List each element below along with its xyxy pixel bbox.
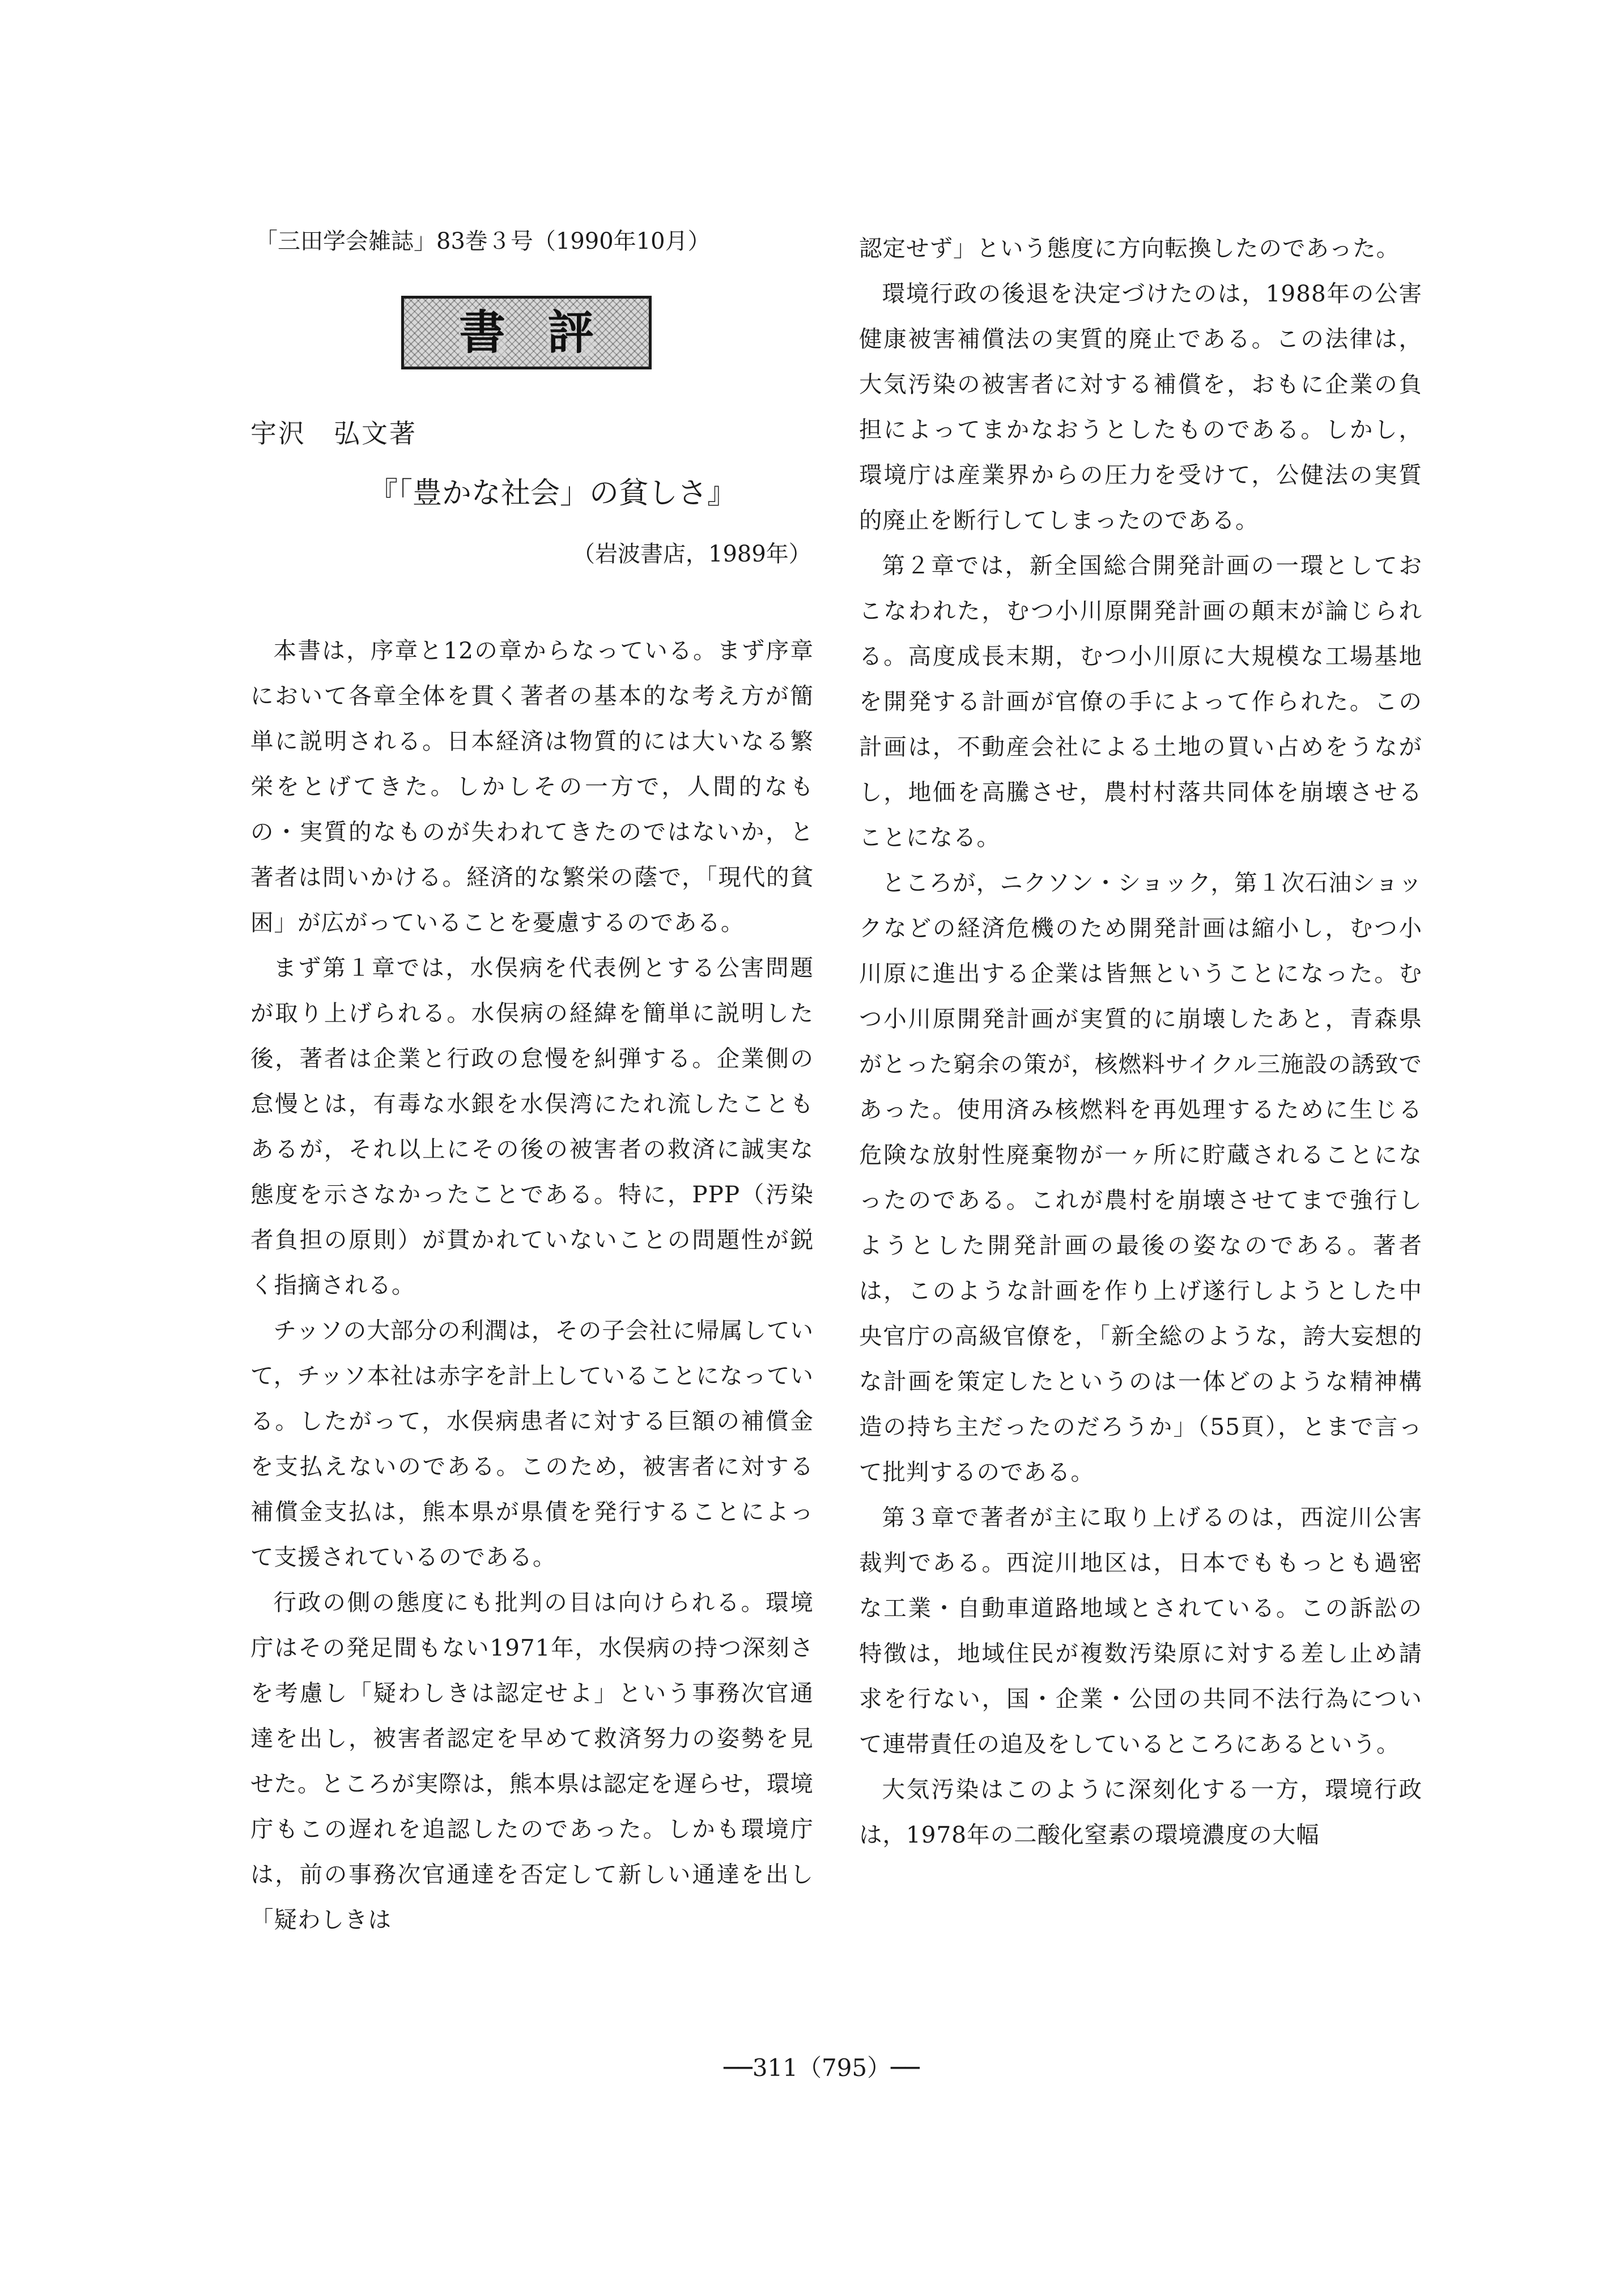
journal-header: 「三田学会雑誌」83巻３号（1990年10月） — [255, 228, 711, 254]
book-title: 『「豊かな社会」の貧しさ』 — [368, 477, 737, 510]
review-author: 宇沢 弘文著 — [250, 418, 417, 449]
right-column — [859, 226, 1422, 1857]
page-number: ──311（795）── — [724, 2054, 920, 2082]
section-label-book-review — [401, 296, 652, 369]
paragraph: チッソの大部分の利潤は，その子会社に帰属していて，チッソ本社は赤字を計上していることになっている。したがって，水俣病患者に対する巨額の補償金を支払えないのである。このため，被害者に対する補償金支払は，熊本県が県債を発行することによって支援されているのである。 — [250, 1317, 814, 1571]
section-char-1: 書 — [458, 305, 505, 360]
publisher-info: （岩波書店，1989年） — [572, 541, 811, 567]
paragraph: 大気汚染はこのように深刻化する一方，環境行政は，1978年の二酸化窒素の環境濃度の大幅 — [859, 1776, 1422, 1848]
paragraph: ところが，ニクソン・ショック，第１次石油ショックなどの経済危機のため開発計画は縮小し，むつ小川原に進出する企業は皆無ということになった。むつ小川原開発計画が実質的に崩壊したあと，青森県がとった窮余の策が，核燃料サイクル三施設の誘致であった。使用済み核燃料を再処理するために生じる危険な放射性廃棄物が一ヶ所に貯蔵されることになったのである。これが農村を崩壊させてまで強行しようとした開発計画の最後の姿なのである。著者は，このような計画を作り上げ遂行しようとした中央官庁の高級官僚を，「新全総のような，誇大妄想的な計画を策定したというのは一体どのような精神構造の持ち主だったのだろうか」（55頁），とまで言って批判するのである。 — [859, 869, 1422, 1486]
left-column — [250, 628, 814, 1942]
paragraph: 第３章で著者が主に取り上げるのは，西淀川公害裁判である。西淀川地区は，日本でももっとも過密な工業・自動車道路地域とされている。この訴訟の特徴は，地域住民が複数汚染原に対する差し止め請求を行ない，国・企業・公団の共同不法行為について連帯責任の追及をしているところにあるという。 — [859, 1504, 1422, 1758]
paragraph-continued: 認定せず」という態度に方向転換したのであった。 — [859, 235, 1400, 262]
paragraph: 環境行政の後退を決定づけたのは，1988年の公害健康被害補償法の実質的廃止である。この法律は，大気汚染の被害者に対する補償を，おもに企業の負担によってまかなおうとしたものである。しかし，環境庁は産業界からの圧力を受けて，公健法の実質的廃止を断行してしまったのである。 — [859, 280, 1422, 534]
paragraph: 行政の側の態度にも批判の目は向けられる。環境庁はその発足間もない1971年，水俣病の持つ深刻さを考慮し「疑わしきは認定せよ」という事務次官通達を出し，被害者認定を早めて救済努力の姿勢を見せた。ところが実際は，熊本県は認定を遅らせ，環境庁もこの遅れを追認したのであった。しかも環境庁は，前の事務次官通達を否定して新しい通達を出し「疑わしきは — [250, 1589, 814, 1933]
paragraph: まず第１章では，水俣病を代表例とする公害問題が取り上げられる。水俣病の経緯を簡単に説明した後，著者は企業と行政の怠慢を糾弾する。企業側の怠慢とは，有毒な水銀を水俣湾にたれ流したこともあるが，それ以上にその後の被害者の救済に誠実な態度を示さなかったことである。特に，PPP（汚染者負担の原則）が貫かれていないことの問題性が鋭く指摘される。 — [250, 954, 814, 1299]
section-char-2: 評 — [547, 305, 594, 360]
paragraph: 第２章では，新全国総合開発計画の一環としておこなわれた，むつ小川原開発計画の顛末が論じられる。高度成長末期，むつ小川原に大規模な工場基地を開発する計画が官僚の手によって作られた。この計画は，不動産会社による土地の買い占めをうながし，地価を高騰させ，農村村落共同体を崩壊させることになる。 — [859, 552, 1422, 851]
paragraph: 本書は，序章と12の章からなっている。まず序章において各章全体を貫く著者の基本的な考え方が簡単に説明される。日本経済は物質的には大いなる繁栄をとげてきた。しかしその一方で，人間的なもの・実質的なものが失われてきたのではないか，と著者は問いかける。経済的な繁栄の蔭で，「現代的貧困」が広がっていることを憂慮するのである。 — [250, 637, 814, 936]
